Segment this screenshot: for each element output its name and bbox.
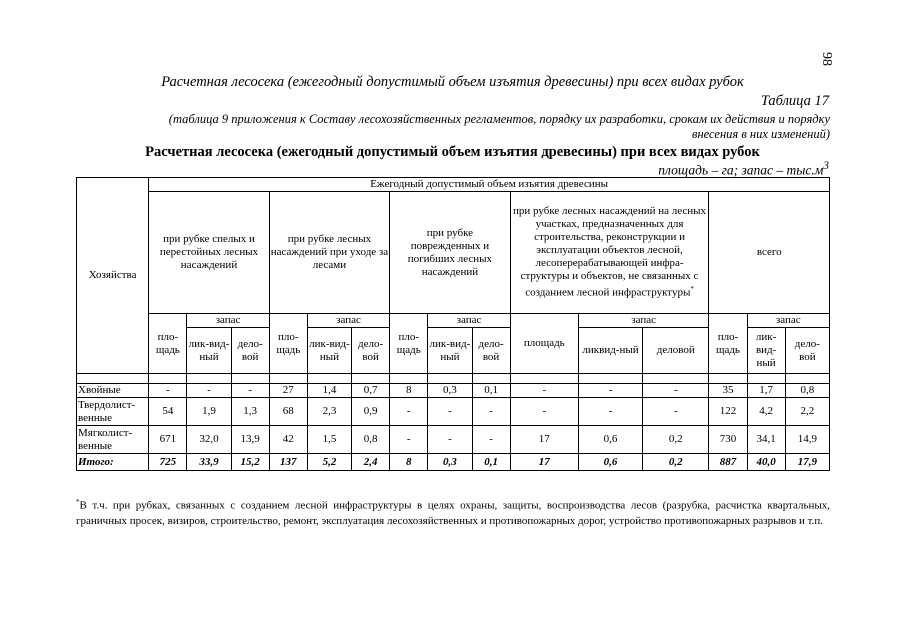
footnote-text: В т.ч. при рубках, связанных с созданием лесной инфраструктуры в целях охраны, защиты, воспроизводства лесов (разрубка, расчистка квартальных, граничных просек, визиров, строительство, ремонт, эксплуатация лесохозяйственных и противопожарных дорог, устройство противопожарных разрывов и т.п. (76, 499, 830, 527)
cell: 8 (390, 384, 428, 398)
liquid-header: лик-вид-ный (747, 328, 785, 374)
cell: - (472, 426, 510, 454)
cell: 1,5 (307, 426, 351, 454)
cell: - (472, 398, 510, 426)
cell: 137 (269, 454, 307, 471)
area-header: пло-щадь (149, 314, 187, 374)
subtitle-line-1: (таблица 9 приложения к Составу лесохозяйственных регламентов, порядку их разработки, срокам их действия и порядку (168, 112, 830, 126)
cell: 0,9 (352, 398, 390, 426)
italic-title: Расчетная лесосека (ежегодный допустимый объем изъятия древесины) при всех видах рубок (161, 74, 744, 90)
cell: 1,4 (307, 384, 351, 398)
spacer-cell (77, 374, 149, 384)
spacer-cell (709, 374, 747, 384)
cell: - (187, 384, 231, 398)
total-row (77, 454, 830, 471)
cell: 2,4 (352, 454, 390, 471)
liquid-header: лик-вид-ный (307, 328, 351, 374)
cell: 40,0 (747, 454, 785, 471)
felling-table (76, 177, 830, 471)
table-row (77, 384, 830, 398)
cell: 887 (709, 454, 747, 471)
units-note (658, 160, 829, 179)
page-number: 98 (819, 52, 834, 66)
group-thinning: при рубке лесных насаждений при уходе за лесами (269, 192, 389, 314)
spacer-cell (785, 374, 829, 384)
cell: 0,8 (785, 384, 829, 398)
footnote (76, 495, 830, 529)
cell: - (510, 384, 578, 398)
cell: 1,7 (747, 384, 785, 398)
cell: 14,9 (785, 426, 829, 454)
cell: 13,9 (231, 426, 269, 454)
cell: 730 (709, 426, 747, 454)
cell: 8 (390, 454, 428, 471)
stock-header: запас (747, 314, 829, 328)
cell: - (578, 384, 642, 398)
spacer-cell (390, 374, 428, 384)
spacer-cell (187, 374, 231, 384)
cell: 0,8 (352, 426, 390, 454)
units-text: площадь – га; запас – тыс.м (658, 162, 824, 178)
area-header: площадь (510, 314, 578, 374)
cell: 17 (510, 426, 578, 454)
area-header: пло-щадь (709, 314, 747, 374)
cell: 17 (510, 454, 578, 471)
row-name: Итого: (77, 454, 149, 471)
cell: 2,3 (307, 398, 351, 426)
cell: 1,9 (187, 398, 231, 426)
cell: - (643, 398, 709, 426)
stock-header: запас (187, 314, 269, 328)
liquid-header: ликвид-ный (578, 328, 642, 374)
spacer-cell (643, 374, 709, 384)
footnote-mark: * (76, 498, 80, 506)
cell: 33,9 (187, 454, 231, 471)
cell: 27 (269, 384, 307, 398)
cell: - (428, 398, 472, 426)
spacer-cell (269, 374, 307, 384)
spacer-cell (307, 374, 351, 384)
row-name: Твердолист-венные (77, 398, 149, 426)
cell: - (578, 398, 642, 426)
cell: 42 (269, 426, 307, 454)
cell: 17,9 (785, 454, 829, 471)
business-header: дело-вой (231, 328, 269, 374)
spacer-cell (428, 374, 472, 384)
cell: 54 (149, 398, 187, 426)
cell: 34,1 (747, 426, 785, 454)
cell: 0,3 (428, 454, 472, 471)
spacer-cell (231, 374, 269, 384)
farm-header: Хозяйства (77, 178, 149, 374)
group-mature: при рубке спелых и перестойных лесных насаждений (149, 192, 269, 314)
cell: 1,3 (231, 398, 269, 426)
spacer-cell (747, 374, 785, 384)
cell: 0,2 (643, 426, 709, 454)
cell: - (231, 384, 269, 398)
cell: 5,2 (307, 454, 351, 471)
table-row (77, 426, 830, 454)
spacer-cell (510, 374, 578, 384)
row-name: Хвойные (77, 384, 149, 398)
business-header: дело-вой (785, 328, 829, 374)
cell: 0,7 (352, 384, 390, 398)
cell: 68 (269, 398, 307, 426)
spacer-cell (149, 374, 187, 384)
group-total: всего (709, 192, 830, 314)
group-header: Ежегодный допустимый объем изъятия древесины (149, 178, 830, 192)
liquid-header: лик-вид-ный (428, 328, 472, 374)
cell: 15,2 (231, 454, 269, 471)
cell: - (510, 398, 578, 426)
cell: 725 (149, 454, 187, 471)
liquid-header: лик-вид-ный (187, 328, 231, 374)
stock-header: запас (307, 314, 389, 328)
stock-header: запас (578, 314, 709, 328)
business-header: дело-вой (352, 328, 390, 374)
cell: - (390, 398, 428, 426)
spacer-cell (472, 374, 510, 384)
spacer-cell (352, 374, 390, 384)
cell: 671 (149, 426, 187, 454)
cell: 0,6 (578, 454, 642, 471)
subtitle-line-2: внесения в них изменений) (692, 127, 830, 141)
cell: 0,6 (578, 426, 642, 454)
business-header: дело-вой (472, 328, 510, 374)
table-subtitle (80, 112, 830, 142)
cell: - (428, 426, 472, 454)
group-damaged: при рубке поврежденных и погибших лесных насаждений (390, 192, 510, 314)
spacer-row (77, 374, 830, 384)
units-superscript: 3 (823, 160, 829, 172)
group-infrastructure-text: при рубке лесных насаждений на лесных участках, предназначенных для строительства, реконструкции и эксплуатации объектов лесной, лесоперерабатывающей инфра-структуры и объектов, не связанных с созданием лесной инфраструктуры (512, 205, 707, 299)
cell: 122 (709, 398, 747, 426)
cell: 0,2 (643, 454, 709, 471)
group-infrastructure (510, 192, 709, 314)
group-infrastructure-mark: * (690, 285, 694, 294)
row-name: Мягколист-венные (77, 426, 149, 454)
main-title: Расчетная лесосека (ежегодный допустимый объем изъятия древесины) при всех видах рубок (145, 144, 760, 160)
cell: - (390, 426, 428, 454)
cell: 4,2 (747, 398, 785, 426)
spacer-cell (578, 374, 642, 384)
area-header: пло-щадь (390, 314, 428, 374)
business-header: деловой (643, 328, 709, 374)
cell: - (643, 384, 709, 398)
cell: 0,1 (472, 384, 510, 398)
table-row (77, 398, 830, 426)
cell: 32,0 (187, 426, 231, 454)
cell: 0,3 (428, 384, 472, 398)
table-label: Таблица 17 (760, 93, 829, 109)
area-header: пло-щадь (269, 314, 307, 374)
cell: 2,2 (785, 398, 829, 426)
cell: 35 (709, 384, 747, 398)
cell: 0,1 (472, 454, 510, 471)
cell: - (149, 384, 187, 398)
stock-header: запас (428, 314, 510, 328)
